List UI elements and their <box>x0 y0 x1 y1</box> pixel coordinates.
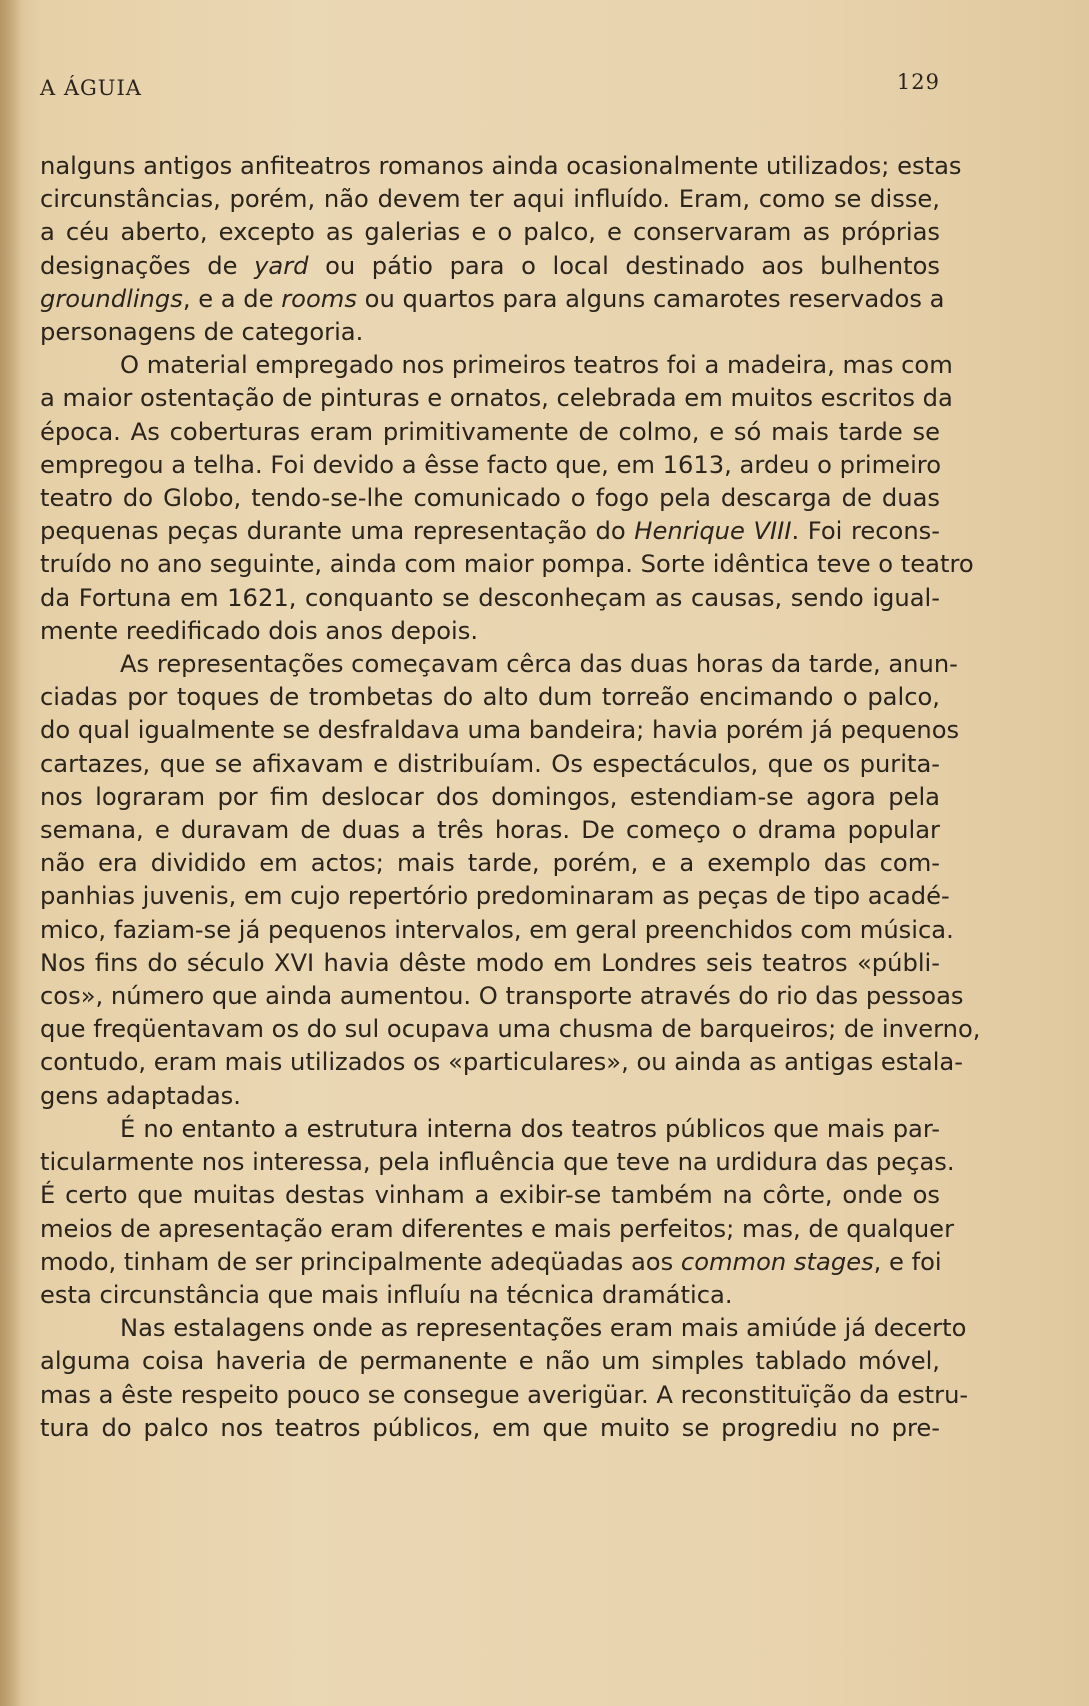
text-line: não era dividido em actos; mais tarde, porém, e a exemplo das com- <box>40 849 940 878</box>
text-line: época. As coberturas eram primitivamente de colmo, e só mais tarde se <box>40 417 940 446</box>
running-header <box>40 70 940 106</box>
page-number: 129 <box>896 70 940 94</box>
italic-title: groundlings <box>40 284 183 313</box>
text-line: O material empregado nos primeiros teatros foi a madeira, mas com <box>120 351 953 380</box>
text-line: semana, e duravam de duas a três horas. De começo o drama popular <box>40 816 940 845</box>
text-line: É no entanto a estrutura interna dos teatros públicos que mais par- <box>120 1114 940 1143</box>
italic-title: Henrique VIII <box>634 517 792 546</box>
paragraph <box>40 648 981 1113</box>
paragraph <box>40 150 962 349</box>
text-line: alguma coisa haveria de permanente e não um simples tablado móvel, <box>40 1347 940 1376</box>
text-line: circunstâncias, porém, não devem ter aqui influído. Eram, como se disse, <box>40 185 940 214</box>
text-line: personagens de categoria. <box>40 318 364 347</box>
text-line: Nas estalagens onde as representações eram mais amiúde já decerto <box>120 1314 967 1343</box>
paragraph <box>40 1113 955 1312</box>
text-line: As representações começavam cêrca das duas horas da tarde, anun- <box>120 650 958 679</box>
paragraph <box>40 349 974 648</box>
journal-title: A ÁGUIA <box>40 76 142 100</box>
text-line: do qual igualmente se desfraldava uma bandeira; havia porém já pequenos <box>40 716 960 745</box>
text-line: a céu aberto, excepto as galerias e o palco, e conservaram as próprias <box>40 218 940 247</box>
text-line: mico, faziam-se já pequenos intervalos, em geral preenchidos com música. <box>40 915 954 944</box>
text-line: panhias juvenis, em cujo repertório predominaram as peças de tipo acadé- <box>40 882 950 911</box>
paragraph <box>40 1312 969 1445</box>
text-line: esta circunstância que mais influíu na técnica dramática. <box>40 1280 733 1309</box>
body-text <box>40 150 981 1445</box>
text-line: ticularmente nos interessa, pela influência que teve na urdidura das peças. <box>40 1148 955 1177</box>
italic-title: yard <box>254 251 309 280</box>
text-line: nos lograram por fim deslocar dos domingos, estendiam-se agora pela <box>40 782 940 811</box>
text-line: meios de apresentação eram diferentes e mais perfeitos; mas, de qualquer <box>40 1214 955 1243</box>
text-line: designações de yard ou pátio para o local destinado aos bulhentos <box>40 251 940 280</box>
text-line: gens adaptadas. <box>40 1081 241 1110</box>
text-line: Nos fins do século XVI havia dêste modo em Londres seis teatros «públi- <box>40 948 940 977</box>
text-line: groundlings, e a de rooms ou quartos para alguns camarotes reservados a <box>40 284 945 313</box>
text-line: teatro do Globo, tendo-se-lhe comunicado o fogo pela descarga de duas <box>40 484 940 513</box>
text-line: nalguns antigos anfiteatros romanos ainda ocasionalmente utilizados; estas <box>40 152 962 180</box>
page-gutter-shadow <box>0 0 22 1706</box>
text-line: cartazes, que se afixavam e distribuíam. Os espectáculos, que os purita- <box>40 749 940 778</box>
text-line: a maior ostentação de pinturas e ornatos, celebrada em muitos escritos da <box>40 384 953 413</box>
text-line: tura do palco nos teatros públicos, em que muito se progrediu no pre- <box>40 1413 940 1442</box>
text-line: contudo, eram mais utilizados os «particulares», ou ainda as antigas estala- <box>40 1048 963 1077</box>
text-line: cos», número que ainda aumentou. O transporte através do rio das pessoas <box>40 982 964 1011</box>
text-line: modo, tinham de ser principalmente adeqüadas aos common stages, e foi <box>40 1247 942 1276</box>
text-line: ciadas por toques de trombetas do alto dum torreão encimando o palco, <box>40 683 940 712</box>
italic-title: rooms <box>281 284 357 313</box>
italic-title: common stages <box>680 1247 874 1276</box>
text-line: empregou a telha. Foi devido a êsse facto que, em 1613, ardeu o primeiro <box>40 450 941 479</box>
text-line: pequenas peças durante uma representação do Henrique VIII. Foi recons- <box>40 517 941 546</box>
text-line: É certo que muitas destas vinham a exibir-se também na côrte, onde os <box>40 1181 940 1210</box>
text-line: mente reedificado dois anos depois. <box>40 616 479 645</box>
text-line: da Fortuna em 1621, conquanto se desconheçam as causas, sendo igual- <box>40 583 940 612</box>
text-line: truído no ano seguinte, ainda com maior pompa. Sorte idêntica teve o teatro <box>40 550 974 579</box>
text-line: mas a êste respeito pouco se consegue averigüar. A reconstituïção da estru- <box>40 1380 969 1409</box>
text-line: que freqüentavam os do sul ocupava uma chusma de barqueiros; de inverno, <box>40 1015 981 1044</box>
